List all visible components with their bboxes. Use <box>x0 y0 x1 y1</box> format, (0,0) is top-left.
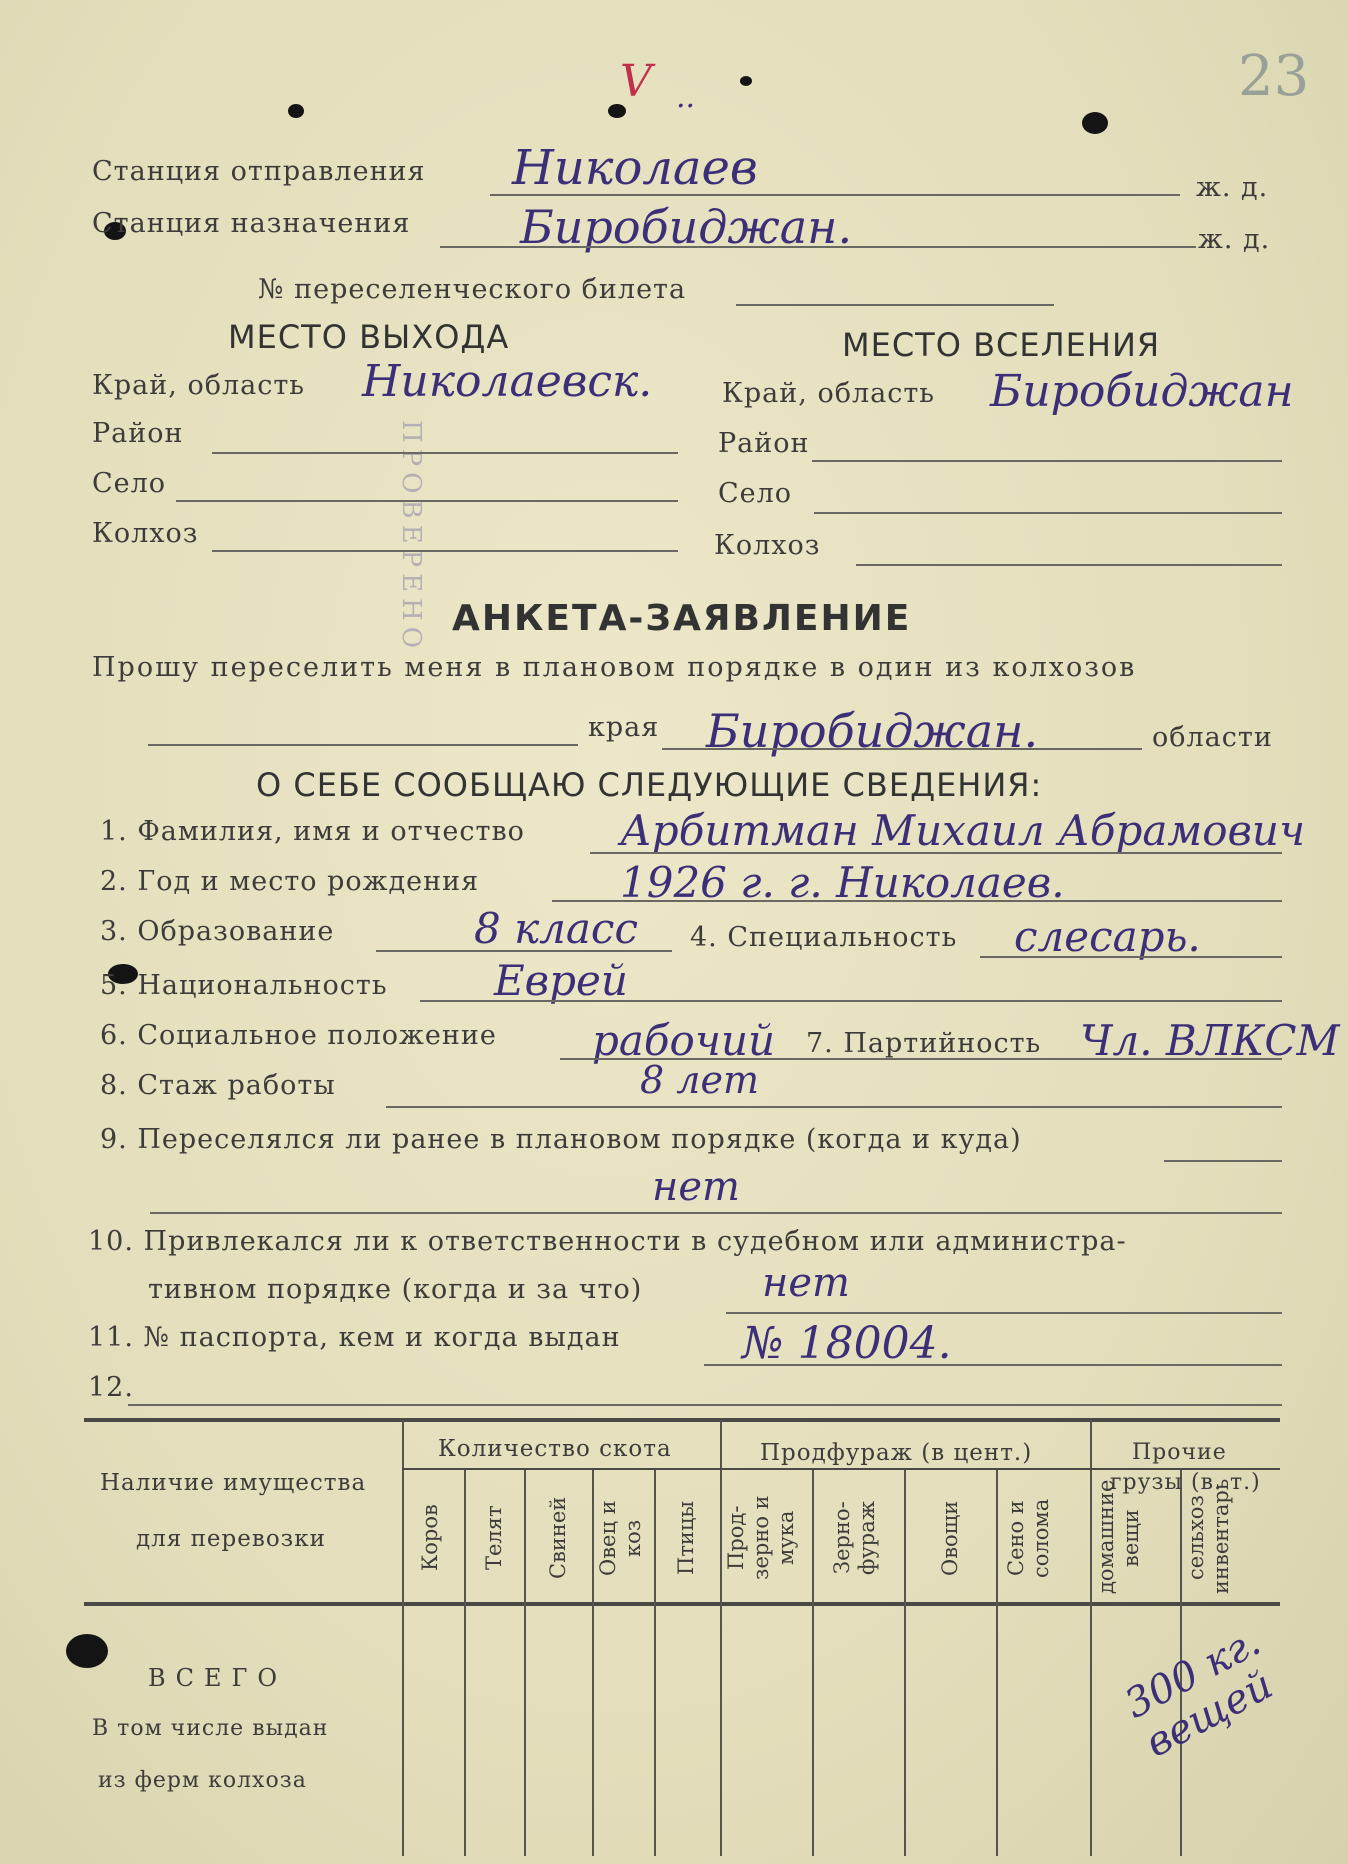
field-6-value: рабочий <box>592 1016 776 1065</box>
field-7-label: 7. Партийность <box>806 1028 1042 1059</box>
field-5-value: Еврей <box>494 956 628 1005</box>
exit-district-line <box>212 452 678 454</box>
ticket-line <box>736 304 1054 306</box>
destination-label: Станция назначения <box>92 208 411 239</box>
field-2-label: 2. Год и место рождения <box>100 866 480 897</box>
col-birds: Птицы <box>674 1500 698 1576</box>
col-veg: Овощи <box>938 1500 962 1576</box>
field-9-line-b <box>150 1212 1282 1214</box>
punch-hole <box>66 1634 108 1668</box>
settle-village-label: Село <box>718 478 793 509</box>
field-1-label: 1. Фамилия, имя и отчество <box>100 816 525 847</box>
exit-kolkhoz-label: Колхоз <box>92 518 199 549</box>
table-note-value: 300 кг. вещей <box>1117 1618 1281 1767</box>
settle-region-label: Край, область <box>722 378 935 409</box>
request-text: Прошу переселить меня в плановом порядке в один из колхозов <box>92 652 1137 683</box>
ticket-label: № переселенческого билета <box>258 274 687 305</box>
field-2-value: 1926 г. г. Николаев. <box>620 858 1065 907</box>
departure-rw: ж. д. <box>1196 172 1269 203</box>
exit-kolkhoz-line <box>212 550 678 552</box>
destination-line <box>440 246 1196 248</box>
table-col-divider <box>464 1470 466 1856</box>
krai-value: Биробиджан. <box>706 704 1039 758</box>
field-12-label: 12. <box>88 1372 134 1403</box>
faint-stamp: ПРОВЕРЕНО <box>396 420 426 655</box>
field-8-label: 8. Стаж работы <box>100 1070 336 1101</box>
col-grain: Прод-зерно и мука <box>724 1495 798 1581</box>
table-group-livestock: Количество скота <box>438 1436 672 1462</box>
table-col-divider <box>524 1470 526 1856</box>
exit-district-label: Район <box>92 418 184 449</box>
field-9-line-a <box>1164 1160 1282 1162</box>
field-8-line <box>386 1106 1282 1108</box>
col-farm: сельхоз инвентарь <box>1184 1478 1233 1594</box>
punch-hole <box>288 104 304 118</box>
oblast-label: области <box>1152 722 1273 753</box>
exit-village-label: Село <box>92 468 167 499</box>
table-col-divider <box>904 1470 906 1856</box>
field-6-label: 6. Социальное положение <box>100 1020 497 1051</box>
krai-label: края <box>588 712 660 743</box>
field-8-value: 8 лет <box>640 1058 759 1102</box>
exit-region-label: Край, область <box>92 370 305 401</box>
punch-hole <box>1082 112 1108 134</box>
check-mark: V <box>620 56 652 107</box>
field-10-label-a: 10. Привлекался ли к ответственности в судебном или администра- <box>88 1226 1127 1257</box>
table-col-divider <box>720 1420 722 1856</box>
settle-kolkhoz-label: Колхоз <box>714 530 821 561</box>
field-11-value: № 18004. <box>742 1318 952 1369</box>
field-3-label: 3. Образование <box>100 916 335 947</box>
table-group-fodder: Продфураж (в цент.) <box>760 1440 1033 1466</box>
col-feedgrain: Зерно-фураж <box>830 1500 879 1576</box>
field-1-line <box>590 852 1282 854</box>
table-top-border <box>84 1418 1280 1422</box>
settle-village-line <box>814 512 1282 514</box>
table-col-divider <box>654 1470 656 1856</box>
field-10-line <box>726 1312 1282 1314</box>
table-group-other-b: грузы (в. т.) <box>1110 1470 1261 1495</box>
field-7-value: Чл. ВЛКСМ <box>1080 1016 1340 1065</box>
settle-region-value: Биробиджан <box>990 366 1294 417</box>
field-11-line <box>704 1364 1282 1366</box>
check-dots: .. <box>676 80 696 115</box>
table-row-header-b: для перевозки <box>136 1526 326 1552</box>
field-10-value: нет <box>762 1260 850 1306</box>
field-3-value: 8 класс <box>474 904 638 953</box>
col-hay: Сено и солома <box>1004 1498 1053 1578</box>
col-calves: Телят <box>482 1505 506 1571</box>
table-issued-a: В том числе выдан <box>92 1716 329 1741</box>
field-5-label: 5. Национальность <box>100 970 388 1001</box>
field-9-label: 9. Переселялся ли ранее в плановом порядке (когда и куда) <box>100 1124 1022 1155</box>
settle-place-heading: МЕСТО ВСЕЛЕНИЯ <box>842 326 1161 364</box>
departure-line <box>490 194 1180 196</box>
table-col-divider <box>402 1420 404 1856</box>
table-col-divider <box>1090 1420 1092 1856</box>
exit-region-value: Николаевск. <box>362 356 653 407</box>
table-group-other-a: Прочие <box>1132 1440 1227 1465</box>
field-4-line <box>980 956 1282 958</box>
field-11-label: 11. № паспорта, кем и когда выдан <box>88 1322 621 1353</box>
field-3-line <box>376 950 672 952</box>
field-12-line <box>128 1404 1282 1406</box>
field-4-value: слесарь. <box>1014 912 1201 961</box>
settle-district-line <box>812 460 1282 462</box>
exit-village-line <box>176 500 678 502</box>
table-header-bottom-border <box>84 1602 1280 1606</box>
table-col-divider <box>592 1470 594 1856</box>
page-number: 23 <box>1238 44 1310 109</box>
krai-blank-line <box>148 744 578 746</box>
about-heading: О СЕБЕ СООБЩАЮ СЛЕДУЮЩИЕ СВЕДЕНИЯ: <box>256 766 1043 804</box>
field-4-label: 4. Специальность <box>690 922 958 953</box>
destination-value: Биробиджан. <box>520 200 853 254</box>
table-row-header-a: Наличие имущества <box>100 1470 367 1496</box>
departure-value: Николаев <box>512 140 758 196</box>
table-total-label: ВСЕГО <box>148 1664 288 1692</box>
exit-place-heading: МЕСТО ВЫХОДА <box>228 318 510 356</box>
table-issued-b: из ферм колхоза <box>98 1768 307 1793</box>
field-10-label-b: тивном порядке (когда и за что) <box>148 1274 643 1305</box>
col-pigs: Свиней <box>546 1496 570 1580</box>
col-cows: Коров <box>418 1504 442 1572</box>
destination-rw: ж. д. <box>1198 224 1271 255</box>
field-9-value: нет <box>652 1164 740 1210</box>
col-household: домашние вещи <box>1094 1479 1143 1594</box>
departure-label: Станция отправления <box>92 156 426 187</box>
settle-kolkhoz-line <box>856 564 1282 566</box>
field-1-value: Арбитман Михаил Абрамович <box>620 806 1306 855</box>
form-title: АНКЕТА-ЗАЯВЛЕНИЕ <box>452 598 912 639</box>
settle-district-label: Район <box>718 428 810 459</box>
punch-hole <box>740 76 752 86</box>
krai-line <box>662 748 1142 750</box>
field-5-line <box>420 1000 1282 1002</box>
field-2-line <box>552 900 1282 902</box>
col-sheep: Овец и коз <box>596 1500 645 1576</box>
table-col-divider <box>812 1470 814 1856</box>
table-col-divider <box>996 1470 998 1856</box>
